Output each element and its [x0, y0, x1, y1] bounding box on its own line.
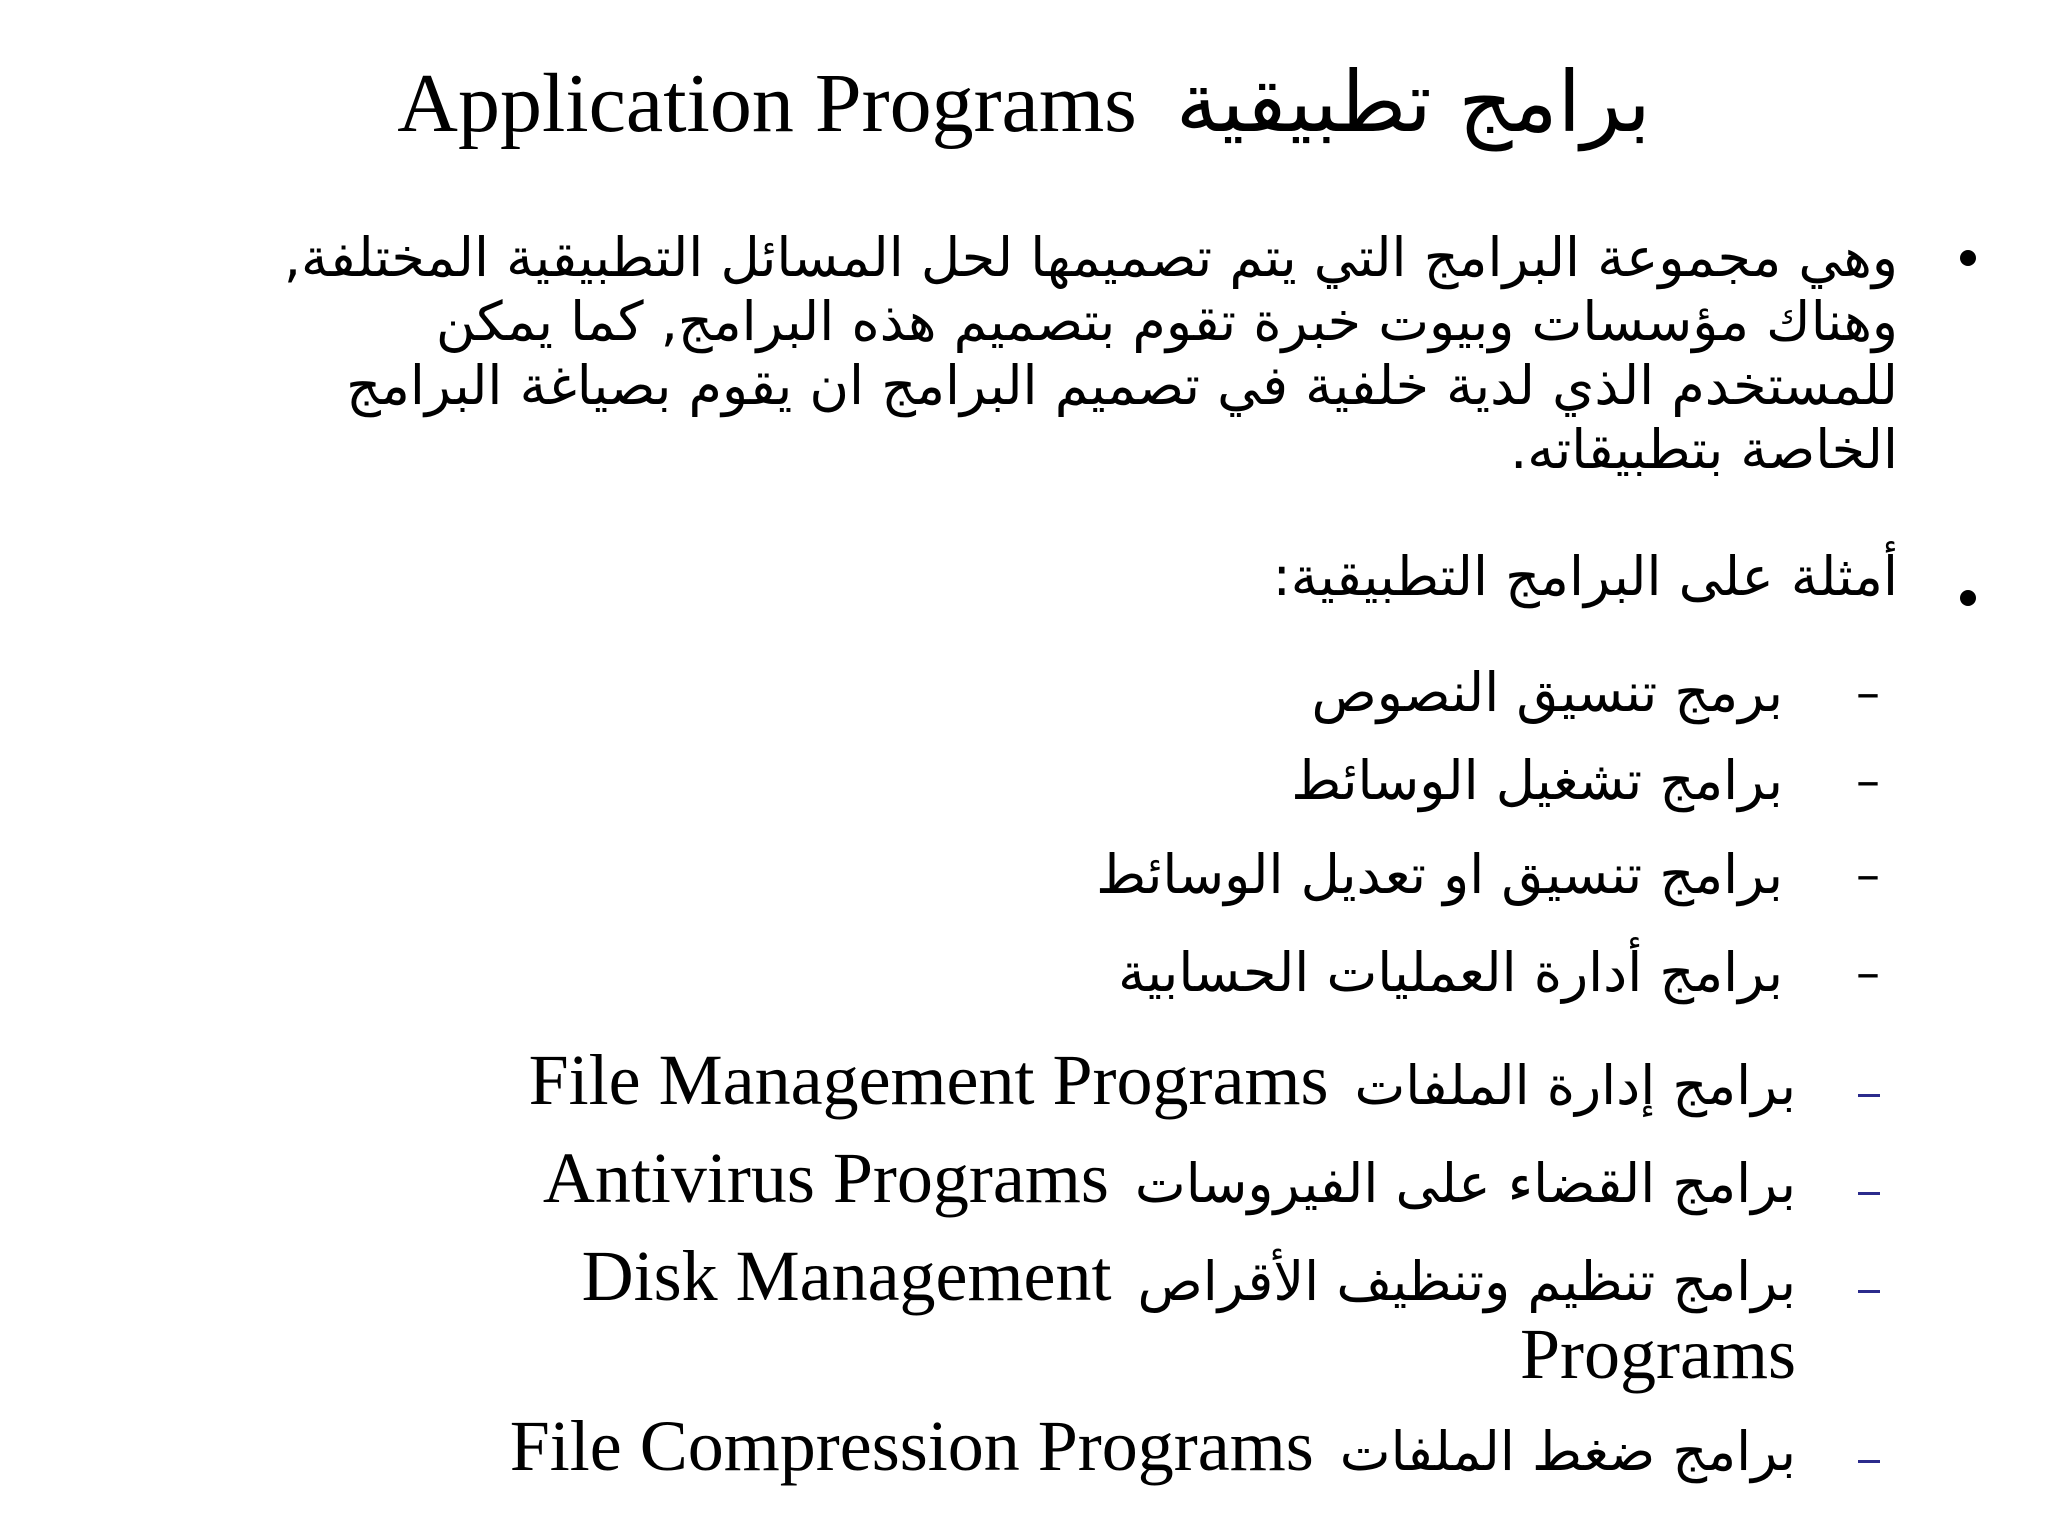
sub-item-1: برمج تنسيق النصوص	[1311, 661, 1783, 724]
bullet-paragraph-1	[68, 226, 1898, 482]
bullet-dot-2	[1960, 590, 1976, 606]
paragraph-line: الخاصة بتطبيقاته.	[1510, 418, 1898, 481]
mixed-item-1	[529, 1035, 1796, 1131]
sub-item-2: برامج تشغيل الوسائط	[1291, 749, 1783, 812]
slide-title-arabic: برامج تطبيقية	[1175, 53, 1651, 151]
dash-marker: –	[1856, 847, 1880, 903]
small-dash-marker	[1858, 1192, 1880, 1195]
slide-title-english: Application Programs	[397, 57, 1137, 150]
dash-marker: –	[1856, 753, 1880, 809]
paragraph-line: وهي مجموعة البرامج التي يتم تصميمها لحل المسائل التطبيقية المختلفة,	[283, 226, 1898, 289]
sub-item-4: برامج أدارة العمليات الحسابية	[1118, 941, 1783, 1004]
paragraph-line: للمستخدم الذي لدية خلفية في تصميم البرامج ان يقوم بصياغة البرامج	[346, 354, 1898, 417]
mixed-item-arabic: برامج ضغط الملفات	[1339, 1420, 1796, 1483]
small-dash-marker	[1858, 1094, 1880, 1097]
paragraph-line: وهناك مؤسسات وبيوت خبرة تقوم بتصميم هذه البرامج, كما يمكن	[435, 290, 1898, 353]
mixed-item-english: File Compression Programs	[509, 1406, 1314, 1486]
bullet-examples-heading: أمثلة على البرامج التطبيقية:	[1272, 545, 1898, 608]
small-dash-marker	[1858, 1290, 1880, 1293]
slide-title	[0, 42, 2048, 164]
mixed-item-english-continuation: Programs	[1520, 1314, 1796, 1394]
mixed-item-arabic: برامج إدارة الملفات	[1354, 1054, 1796, 1117]
mixed-item-english: Antivirus Programs	[542, 1138, 1109, 1218]
sub-item-3: برامج تنسيق او تعديل الوسائط	[1096, 843, 1783, 906]
mixed-item-arabic: برامج تنظيم وتنظيف الأقراص	[1137, 1250, 1796, 1313]
mixed-item-english: File Management Programs	[528, 1040, 1329, 1120]
mixed-item-2	[543, 1133, 1796, 1229]
dash-marker: –	[1856, 945, 1880, 1001]
mixed-item-arabic: برامج القضاء على الفيروسات	[1134, 1152, 1796, 1215]
dash-marker: –	[1856, 665, 1880, 721]
mixed-item-4	[510, 1401, 1796, 1497]
mixed-item-english: Disk Management	[581, 1236, 1112, 1316]
bullet-dot-1	[1960, 250, 1976, 266]
small-dash-marker	[1858, 1460, 1880, 1463]
